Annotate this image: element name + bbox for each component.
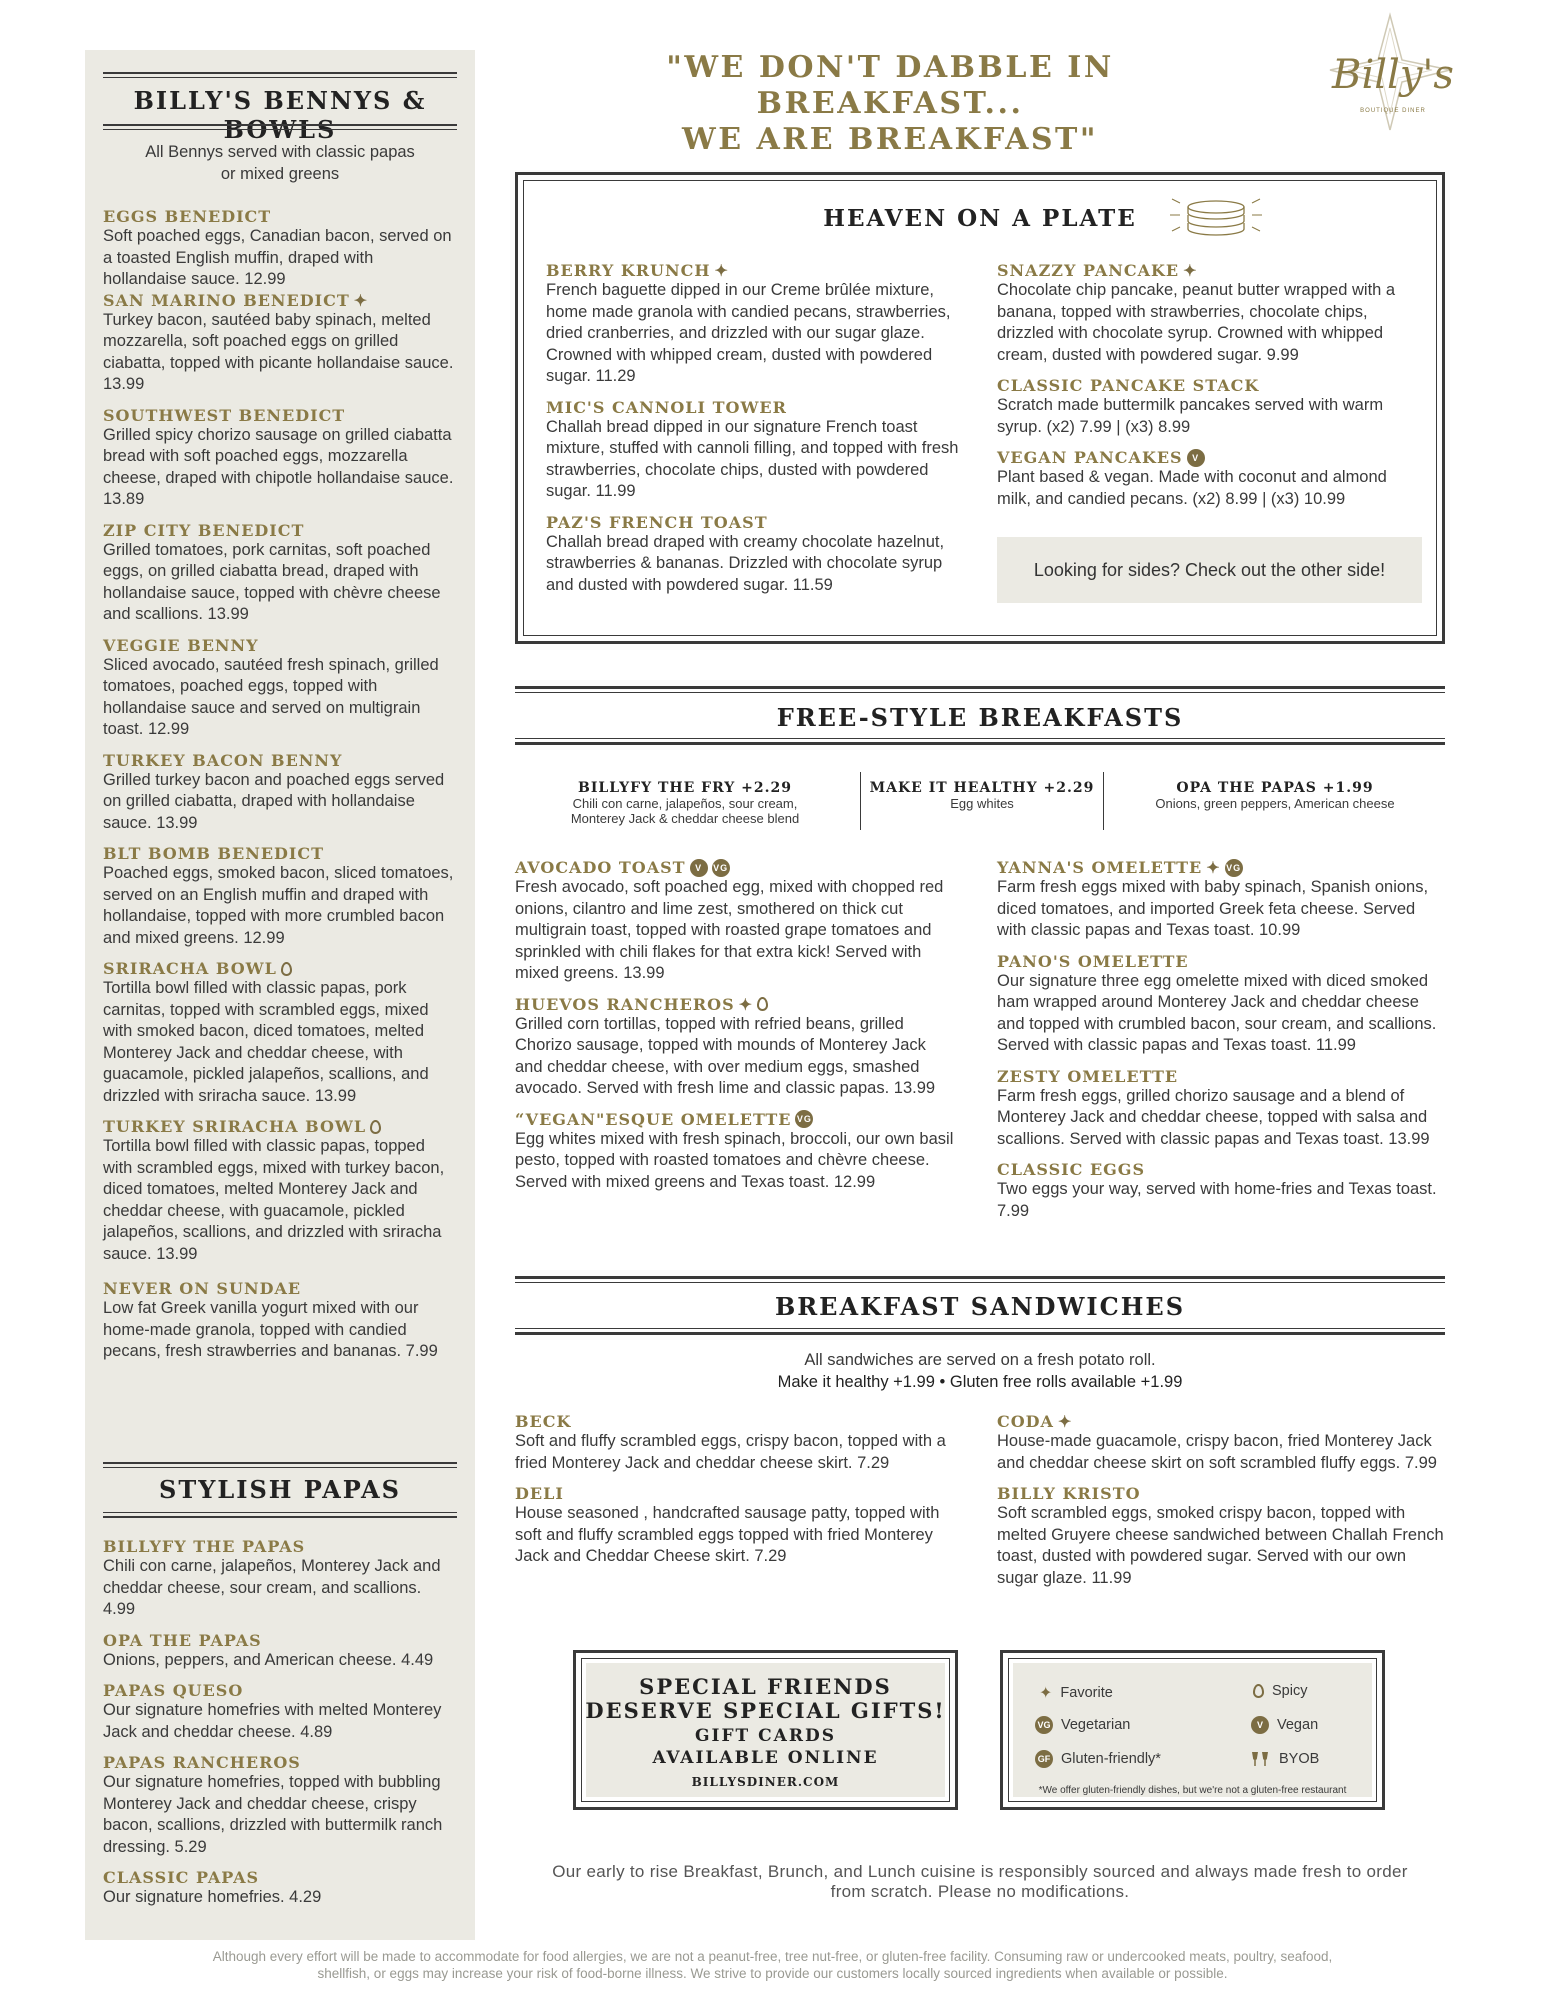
- legend-label: Spicy: [1272, 1683, 1308, 1699]
- item-name: CLASSIC PANCAKE STACK: [997, 376, 1260, 395]
- pancake-stack-icon: [1166, 193, 1266, 243]
- tagline: [540, 50, 1240, 158]
- gift-card-box: [573, 1650, 958, 1810]
- menu-item-never-on-sundae: [103, 1279, 457, 1363]
- item-desc: French baguette dipped in our Creme brûlée mixture, home made granola with candied pecans, strawberries, dried cranberries, and drizzled with our sugar glaze. Crowned with whipped cream, dusted with powdered sugar. 11.29: [546, 281, 951, 385]
- item-name: CLASSIC PAPAS: [103, 1868, 260, 1887]
- menu-item-deli: [515, 1484, 955, 1568]
- vegetarian-badge-icon: VG: [795, 1110, 813, 1128]
- item-desc: Egg whites mixed with fresh spinach, broccoli, our own basil pesto, topped with roasted tomatoes and chèvre cheese. Served with mixed greens and Texas toast. 12.99: [515, 1129, 954, 1191]
- divider: [515, 686, 1445, 693]
- item-name: PAPAS QUESO: [103, 1681, 244, 1700]
- item-desc: Farm fresh eggs, grilled chorizo sausage and a blend of Monterey Jack and cheddar cheese, topped with salsa and scallions. Served with classic papas and Texas toast. 13.99: [997, 1086, 1430, 1148]
- gluten-friendly-badge-icon: GF: [1035, 1750, 1053, 1768]
- item-name: SNAZZY PANCAKE: [997, 261, 1180, 280]
- gift-line: GIFT CARDS: [695, 1726, 836, 1746]
- option-title: OPA THE PAPAS +1.99: [1176, 780, 1374, 796]
- menu-item-pazs-french-toast: [546, 513, 971, 597]
- divider: [103, 1512, 457, 1518]
- option-title: BILLYFY THE FRY +2.29: [577, 780, 792, 796]
- item-name: PANO'S OMELETTE: [997, 951, 1189, 971]
- item-name: BLT BOMB BENEDICT: [103, 844, 325, 863]
- bennys-intro: [85, 142, 475, 185]
- favorite-icon: ✦: [714, 261, 729, 280]
- item-name: VEGAN PANCAKES: [997, 448, 1183, 467]
- menu-item-classic-pancake-stack: [997, 376, 1417, 438]
- wine-glasses-icon: [1249, 1750, 1271, 1768]
- spicy-icon: [1253, 1684, 1264, 1698]
- item-name: PAZ'S FRENCH TOAST: [546, 512, 768, 532]
- option-billyfy-the-fry: [515, 780, 855, 826]
- item-desc: Challah bread dipped in our signature French toast mixture, stuffed with cannoli filling, and topped with fresh strawberries, chocolate chips, dusted with powdered sugar. 11.99: [546, 417, 959, 500]
- gift-line: SPECIAL FRIENDS: [639, 1674, 892, 1699]
- menu-item-blt-bomb-benedict: [103, 844, 457, 949]
- item-name: TURKEY BACON BENNY: [103, 750, 343, 770]
- option-title: MAKE IT HEALTHY +2.29: [869, 780, 1095, 796]
- billys-logo: [1310, 10, 1460, 140]
- legend-gluten: [1035, 1750, 1161, 1768]
- item-name: CODA: [997, 1412, 1054, 1431]
- legend-byob: [1249, 1750, 1319, 1768]
- legend-vegan: [1251, 1716, 1318, 1734]
- item-name: HUEVOS RANCHEROS: [515, 994, 735, 1014]
- legend-spicy: [1253, 1683, 1307, 1699]
- item-name: YANNA'S OMELETTE: [997, 858, 1203, 877]
- item-desc: Grilled spicy chorizo sausage on grilled ciabatta bread with soft poached eggs, mozzarella cheese, draped with chipotle hollandaise sauce. 13.89: [103, 425, 454, 508]
- favorite-icon: ✦: [1183, 261, 1198, 280]
- menu-item-san-marino-benedict: [103, 291, 457, 396]
- vegetarian-badge-icon: VG: [1035, 1716, 1053, 1734]
- item-desc: Scratch made buttermilk pancakes served with warm syrup. (x2) 7.99 | (x3) 8.99: [997, 396, 1384, 436]
- menu-item-turkey-sriracha-bowl: [103, 1117, 457, 1265]
- item-desc: Our signature homefries with melted Monterey Jack and cheddar cheese. 4.89: [103, 1701, 442, 1741]
- vegan-badge-icon: V: [1251, 1716, 1269, 1734]
- item-name: DELI: [515, 1484, 564, 1503]
- item-name: MIC'S CANNOLI TOWER: [546, 397, 787, 417]
- vegan-badge-icon: V: [1187, 449, 1205, 467]
- heaven-title: [518, 205, 1442, 232]
- menu-item-turkey-bacon-benny: [103, 751, 457, 835]
- item-desc: Challah bread draped with creamy chocolate hazelnut, strawberries & bananas. Drizzled with chocolate syrup and dusted with powdered sugar. 11.59: [546, 532, 945, 594]
- sandwiches-title: BREAKFAST SANDWICHES: [774, 1292, 1186, 1321]
- tagline-line: "WE DON'T DABBLE IN BREAKFAST...: [666, 50, 1114, 121]
- item-name: SOUTHWEST BENEDICT: [103, 405, 346, 425]
- menu-item-veganesque-omelette: [515, 1110, 955, 1194]
- sandwiches-intro-line: All sandwiches are served on a fresh potato roll.: [804, 1351, 1156, 1369]
- item-desc: Our signature three egg omelette mixed with diced smoked ham wrapped around Monterey Jack and cheddar cheese and topped with crumbled bacon, sour cream, and scallions. Served with classic papas and Texas toast. 11.99: [997, 971, 1437, 1054]
- menu-item-classic-papas: [103, 1868, 457, 1909]
- legend-label: Vegetarian: [1061, 1717, 1131, 1733]
- menu-item-billy-kristo: [997, 1484, 1447, 1589]
- item-desc: Tortilla bowl filled with classic papas, topped with scrambled eggs, mixed with turkey bacon, diced tomatoes, melted Monterey Jack and cheddar cheese, with guacamole, pickled jalapeños, scallions, and drizzled with sriracha sauce. 13.99: [103, 1137, 445, 1263]
- menu-item-papas-queso: [103, 1681, 457, 1743]
- bennys-title: BILLY'S BENNYS & BOWLS: [133, 86, 427, 144]
- item-desc: Our signature homefries, topped with bubbling Monterey Jack and cheddar cheese, crispy bacon, scallions, drizzled with buttermilk ranch dressing. 5.29: [103, 1773, 443, 1856]
- menu-item-zip-city-benedict: [103, 521, 457, 626]
- item-name: TURKEY SRIRACHA BOWL: [103, 1117, 367, 1136]
- vegetarian-badge-icon: VG: [1225, 859, 1243, 877]
- menu-item-zesty-omelette: [997, 1067, 1447, 1151]
- item-name: CLASSIC EGGS: [997, 1160, 1146, 1179]
- item-desc: Plant based & vegan. Made with coconut and almond milk, and candied pecans. (x2) 8.99 | (x3) 10.99: [997, 468, 1387, 508]
- favorite-icon: ✦: [1039, 1685, 1053, 1702]
- item-name: ZESTY OMELETTE: [997, 1066, 1179, 1086]
- item-desc: Turkey bacon, sautéed baby spinach, melted mozzarella, soft poached eggs on grilled ciabatta, topped with picante hollandaise sauce. 13.99: [103, 310, 454, 393]
- favorite-icon: ✦: [1206, 858, 1221, 877]
- item-desc: Poached eggs, smoked bacon, sliced tomatoes, served on an English muffin and draped with hollandaise, topped with more crumbled bacon and mixed greens. 12.99: [103, 864, 454, 947]
- divider: [515, 738, 1445, 745]
- legend-box: [1000, 1650, 1385, 1810]
- left-column-panel: [85, 50, 475, 1940]
- sides-note: Looking for sides? Check out the other side!: [997, 537, 1422, 603]
- item-desc: Fresh avocado, soft poached egg, mixed with chopped red onions, cilantro and lime zest, smothered on thick cut multigrain toast, topped with roasted grape tomatoes and sprinkled with chili flakes for that extra kick! Served with mixed greens. 13.99: [515, 878, 944, 982]
- menu-item-berry-krunch: [546, 261, 971, 388]
- menu-item-cannoli-tower: [546, 398, 971, 503]
- menu-item-avocado-toast: [515, 858, 955, 985]
- item-desc: Onions, peppers, and American cheese. 4.49: [103, 1650, 434, 1669]
- item-desc: Soft and fluffy scrambled eggs, crispy bacon, topped with a fried Monterey Jack and cheddar cheese skirt. 7.29: [515, 1432, 946, 1472]
- spicy-icon: [370, 1120, 381, 1134]
- gift-card-text: [576, 1675, 955, 1789]
- sourcing-line: Our early to rise Breakfast, Brunch, and Lunch cuisine is responsibly sourced and always made fresh to order: [552, 1862, 1408, 1881]
- divider: [1103, 772, 1104, 830]
- menu-item-papas-rancheros: [103, 1753, 457, 1858]
- legend-label: Gluten-friendly*: [1061, 1751, 1161, 1767]
- item-name: OPA THE PAPAS: [103, 1630, 262, 1650]
- logo-subtext: BOUTIQUE DINER: [1360, 108, 1426, 114]
- item-name: BECK: [515, 1412, 572, 1431]
- legend-label: Vegan: [1277, 1717, 1319, 1733]
- menu-item-billyfy-papas: [103, 1537, 457, 1621]
- freestyle-right-column: [997, 858, 1447, 1222]
- bennys-intro-line: or mixed greens: [220, 164, 340, 183]
- menu-item-yannas-omelette: [997, 858, 1447, 942]
- menu-item-southwest-benedict: [103, 406, 457, 511]
- divider: [860, 772, 861, 830]
- item-desc: Grilled turkey bacon and poached eggs served on grilled ciabatta, draped with hollandaise sauce. 13.99: [103, 770, 445, 832]
- menu-item-snazzy-pancake: [997, 261, 1417, 366]
- item-name: AVOCADO TOAST: [515, 858, 686, 877]
- heaven-title-text: HEAVEN ON A PLATE: [823, 205, 1137, 232]
- option-desc: Egg whites: [950, 796, 1014, 811]
- legend-vegetarian: [1035, 1716, 1130, 1734]
- gift-line: DESERVE SPECIAL GIFTS!: [585, 1698, 946, 1723]
- item-desc: House-made guacamole, crispy bacon, fried Monterey Jack and cheddar cheese skirt on soft scrambled fluffy eggs. 7.99: [997, 1432, 1437, 1472]
- item-desc: Soft scrambled eggs, smoked crispy bacon, topped with melted Gruyere cheese sandwiched between Challah French toast, dusted with powdered sugar. Served with our own sugar glaze. 11.99: [997, 1504, 1444, 1587]
- vegan-badge-icon: V: [690, 859, 708, 877]
- menu-item-huevos-rancheros: [515, 995, 955, 1100]
- sourcing-line: from scratch. Please no modifications.: [830, 1882, 1130, 1901]
- option-desc: Chili con carne, jalapeños, sour cream,: [572, 796, 798, 811]
- menu-item-sriracha-bowl: [103, 959, 457, 1107]
- legend-label: BYOB: [1279, 1751, 1320, 1767]
- gift-url-link[interactable]: BILLYSDINER.COM: [691, 1775, 840, 1789]
- heaven-left-column: [546, 261, 971, 596]
- legend-favorite: [1039, 1683, 1113, 1703]
- option-desc: Monterey Jack & cheddar cheese blend: [570, 811, 800, 826]
- item-desc: Grilled tomatoes, pork carnitas, soft poached eggs, on grilled ciabatta bread, draped with hollandaise sauce, topped with chèvre cheese and scallions. 13.99: [103, 540, 441, 623]
- item-desc: Our signature homefries. 4.29: [103, 1888, 322, 1906]
- divider: [103, 72, 457, 78]
- item-desc: Sliced avocado, sautéed fresh spinach, grilled tomatoes, poached eggs, topped with hollandaise sauce and served on multigrain toast. 12.99: [103, 655, 439, 738]
- divider: [103, 1462, 457, 1468]
- papas-title: STYLISH PAPAS: [159, 1475, 401, 1504]
- item-name: SAN MARINO BENEDICT: [103, 290, 350, 310]
- item-name: BILLY KRISTO: [997, 1484, 1141, 1503]
- option-make-it-healthy: [862, 780, 1102, 811]
- divider: [515, 1276, 1445, 1283]
- gift-line: AVAILABLE ONLINE: [652, 1748, 879, 1768]
- item-desc: Chocolate chip pancake, peanut butter wrapped with a banana, topped with strawberries, chocolate chips, drizzled with chocolate syrup. Crowned with whipped cream, dusted with powdered sugar. 9.99: [997, 281, 1396, 364]
- bennys-intro-line: All Bennys served with classic papas: [145, 143, 415, 161]
- item-name: SRIRACHA BOWL: [103, 959, 277, 978]
- item-desc: Tortilla bowl filled with classic papas, pork carnitas, topped with scrambled eggs, mixed with smoked bacon, diced tomatoes, melted Monterey Jack and cheddar cheese, with guacamole, pickled jalapeños, scallions, and drizzled with sriracha sauce. 13.99: [103, 979, 429, 1105]
- item-desc: Chili con carne, jalapeños, Monterey Jack and cheddar cheese, sour cream, and scallions. 4.99: [103, 1557, 441, 1618]
- item-desc: Farm fresh eggs mixed with baby spinach, Spanish onions, diced tomatoes, and imported Greek feta cheese. Served with classic papas and Texas toast. 10.99: [997, 878, 1429, 939]
- logo-text: Billy's: [1332, 52, 1454, 98]
- heaven-right-column: [997, 261, 1417, 510]
- favorite-icon: ✦: [353, 290, 369, 310]
- favorite-icon: ✦: [738, 994, 754, 1014]
- allergy-disclaimer: [60, 1948, 1485, 1982]
- item-name: EGGS BENEDICT: [103, 207, 272, 226]
- item-desc: Two eggs your way, served with home-fries and Texas toast. 7.99: [997, 1180, 1437, 1220]
- item-desc: Grilled corn tortillas, topped with refried beans, grilled Chorizo sausage, topped with mounds of Monterey Jack and cheddar cheese, with over medium eggs, smashed avocado. Served with fresh lime and classic papas. 13.99: [515, 1014, 936, 1097]
- tagline-line: WE ARE BREAKFAST": [682, 122, 1098, 157]
- item-desc: House seasoned , handcrafted sausage patty, topped with soft and fluffy scrambled eggs topped with fried Monterey Jack and Cheddar Cheese skirt. 7.29: [515, 1504, 940, 1565]
- item-name: VEGGIE BENNY: [103, 635, 259, 655]
- legend-note: *We offer gluten-friendly dishes, but we're not a gluten-free restaurant: [1038, 1785, 1347, 1796]
- legend-label: Favorite: [1060, 1685, 1113, 1701]
- spicy-icon: [757, 997, 768, 1011]
- menu-item-eggs-benedict: [103, 207, 457, 291]
- sandwiches-left-column: [515, 1412, 955, 1568]
- item-name: PAPAS RANCHEROS: [103, 1753, 301, 1772]
- menu-item-classic-eggs: [997, 1160, 1447, 1222]
- heaven-on-a-plate-box: [515, 172, 1445, 644]
- sourcing-note: [515, 1862, 1445, 1902]
- item-name: BILLYFY THE PAPAS: [103, 1537, 306, 1556]
- menu-item-opa-papas: [103, 1631, 457, 1672]
- item-name: ZIP CITY BENEDICT: [103, 520, 305, 540]
- spicy-icon: [281, 962, 292, 976]
- bennys-list: [85, 207, 475, 1363]
- menu-item-vegan-pancakes: [997, 448, 1417, 510]
- item-desc: Soft poached eggs, Canadian bacon, served on a toasted English muffin, draped with hollandaise sauce. 12.99: [103, 227, 452, 288]
- sandwiches-intro-line: Make it healthy +1.99 • Gluten free rolls available +1.99: [777, 1372, 1183, 1391]
- favorite-icon: ✦: [1057, 1412, 1073, 1431]
- divider: [515, 1328, 1445, 1335]
- menu-item-panos-omelette: [997, 952, 1447, 1057]
- vegetarian-badge-icon: VG: [712, 859, 730, 877]
- item-name: NEVER ON SUNDAE: [103, 1279, 302, 1298]
- divider: [103, 124, 457, 130]
- sandwiches-intro: [515, 1350, 1445, 1393]
- menu-item-beck: [515, 1412, 955, 1474]
- menu-item-coda: [997, 1412, 1447, 1474]
- item-name: BERRY KRUNCH: [546, 261, 711, 280]
- menu-item-veggie-benny: [103, 636, 457, 741]
- option-desc: Onions, green peppers, American cheese: [1155, 796, 1395, 811]
- freestyle-title: FREE-STYLE BREAKFASTS: [776, 703, 1184, 732]
- sandwiches-right-column: [997, 1412, 1447, 1589]
- freestyle-left-column: [515, 858, 955, 1193]
- disclaimer-line: Although every effort will be made to accommodate for food allergies, we are not a peanut-free, tree nut-free, or gluten-free facility. Consuming raw or undercooked meats, poultry, seafood,: [212, 1949, 1333, 1964]
- disclaimer-line: shellfish, or eggs may increase your risk of food-borne illness. We strive to provide our customers locally sourced ingredients when available or possible.: [317, 1966, 1228, 1981]
- option-opa-the-papas: [1105, 780, 1445, 811]
- papas-list: [85, 1537, 475, 1909]
- item-desc: Low fat Greek vanilla yogurt mixed with our home-made granola, topped with candied pecans, fresh strawberries and bananas. 7.99: [103, 1299, 438, 1360]
- item-name: “VEGAN"ESQUE OMELETTE: [515, 1109, 792, 1129]
